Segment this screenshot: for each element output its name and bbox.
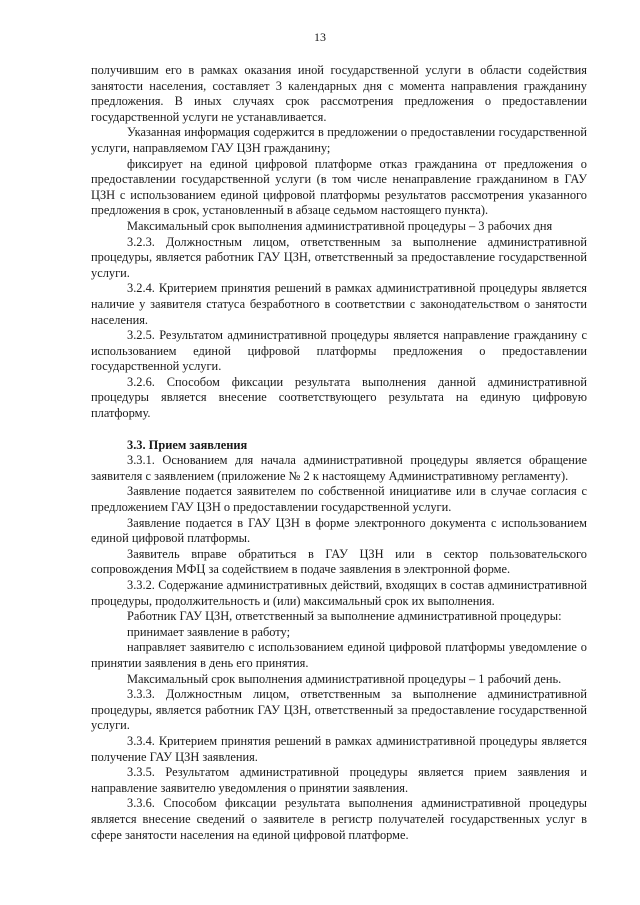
paragraph: Максимальный срок выполнения административной процедуры – 1 рабочий день.: [127, 671, 562, 686]
page-number: 13: [314, 30, 326, 44]
paragraph-3-3-5: 3.3.5. Результатом административной процедуры является прием заявления и направление заявителю уведомления о принятии заявления.: [91, 765, 587, 795]
paragraph-3-3-3: 3.3.3. Должностным лицом, ответственным за выполнение административной процедуры, является работник ГАУ ЦЗН, ответственный за предоставление государственной услуги.: [91, 687, 587, 733]
paragraph-3-2-5: 3.2.5. Результатом административной процедуры является направление гражданину с использованием единой цифровой платформы предложения о предоставлении государственной услуги.: [91, 328, 587, 374]
paragraph-3-3-4: 3.3.4. Критерием принятия решений в рамках административной процедуры является получение ГАУ ЦЗН заявления.: [91, 733, 587, 764]
paragraph-3-3-6: 3.3.6. Способом фиксации результата выполнения административной процедуры является внесение сведений о заявителе в регистр получателей государственных услуг в сфере занятости населения на единой цифровой платформе.: [91, 796, 587, 842]
paragraph-3-2-3: 3.2.3. Должностным лицом, ответственным за выполнение административной процедуры, является работник ГАУ ЦЗН, ответственный за предоставление государственной услуги.: [91, 234, 587, 280]
document-body: [91, 63, 587, 843]
paragraph-3-3-2: 3.3.2. Содержание административных действий, входящих в состав административной процедуры, продолжительность и (или) максимальный срок их выполнения.: [91, 578, 587, 608]
paragraph: Заявитель вправе обратиться в ГАУ ЦЗН или в сектор пользовательского сопровождения МФЦ за содействием в подаче заявления в электронной форме.: [91, 546, 587, 577]
paragraph: Указанная информация содержится в предложении о предоставлении государственной услуги, направляемом ГАУ ЦЗН гражданину;: [91, 125, 587, 155]
section-heading-3-3: 3.3. Прием заявления: [127, 437, 248, 452]
paragraph-3-2-4: 3.2.4. Критерием принятия решений в рамках административной процедуры является наличие у заявителя статуса безработного в соответствии с законодательством о занятости населения.: [91, 281, 587, 327]
paragraph: фиксирует на единой цифровой платформе отказ гражданина от предложения о предоставлении государственной услуги (в том числе ненаправление гражданином в ГАУ ЦЗН с использованием единой цифровой платформы результатов рассмотрения указанного предложения в срок, установленный в абзаце седьмом настоящего пункта).: [91, 156, 587, 218]
paragraph: Максимальный срок выполнения административной процедуры – 3 рабочих дня: [127, 218, 553, 233]
paragraph: Заявление подается в ГАУ ЦЗН в форме электронного документа с использованием единой цифровой платформы.: [91, 515, 587, 546]
paragraph-continuation: получившим его в рамках оказания иной государственной услуги в области содействия занятости населения, составляет 3 календарных дня с момента направления гражданину предложения. В иных случаях срок рассмотрения предложения о предоставлении государственной услуги не устанавливается.: [91, 63, 587, 124]
paragraph: Заявление подается заявителем по собственной инициативе или в случае согласия с предложением ГАУ ЦЗН о предоставлении государственной услуги.: [91, 484, 587, 515]
paragraph-3-2-6: 3.2.6. Способом фиксации результата выполнения данной административной процедуры является внесение соответствующего результата на единую цифровую платформу.: [91, 374, 587, 421]
paragraph: направляет заявителю с использованием единой цифровой платформы уведомление о принятии заявления в день его принятия.: [91, 640, 587, 670]
paragraph: принимает заявление в работу;: [127, 624, 291, 639]
paragraph-3-3-1: 3.3.1. Основанием для начала административной процедуры является обращение заявителя с заявлением (приложение № 2 к настоящему Административному регламенту).: [91, 453, 587, 483]
paragraph: Работник ГАУ ЦЗН, ответственный за выполнение административной процедуры:: [127, 609, 562, 624]
